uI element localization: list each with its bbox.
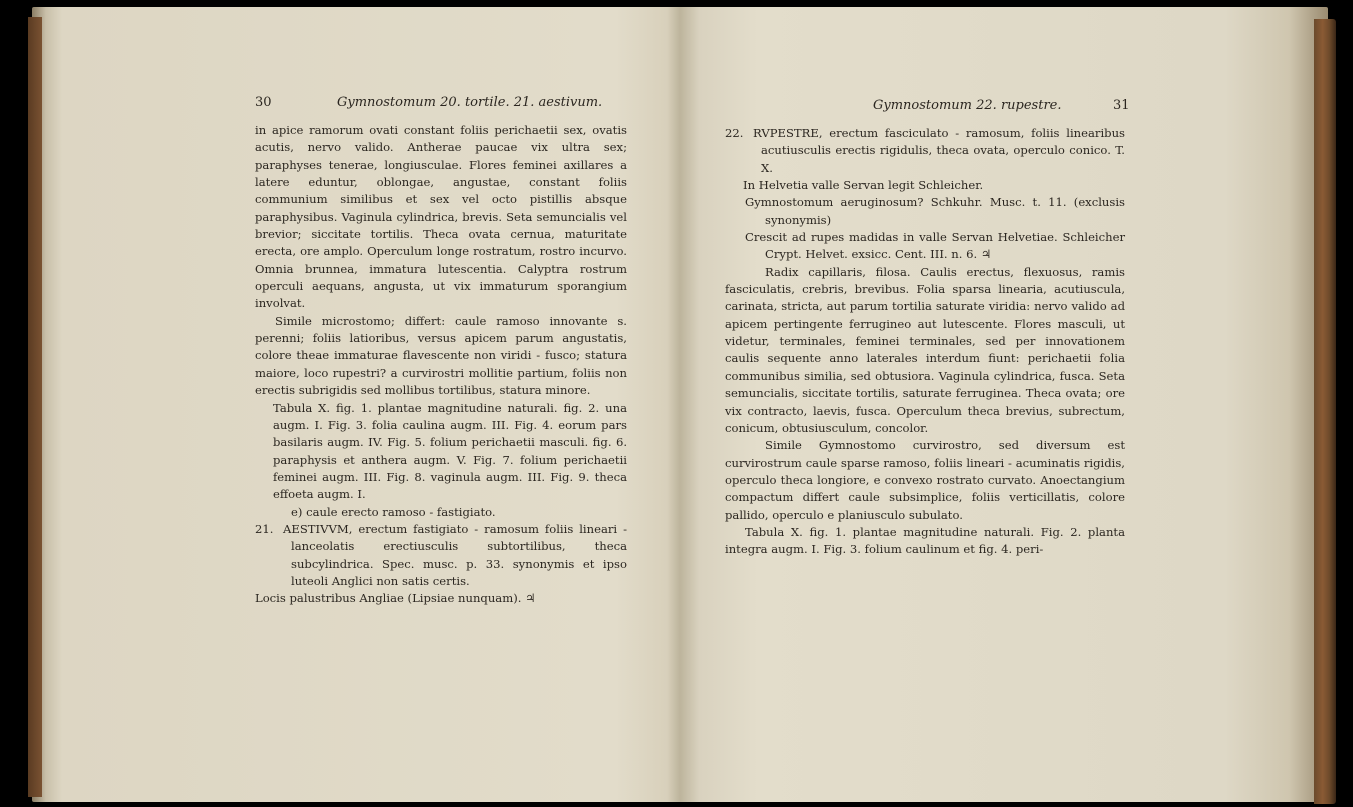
right-page-number: 31 (1113, 98, 1130, 113)
left-page-header (255, 95, 627, 115)
paragraph: e) caule erecto ramoso - fastigiato. (291, 504, 496, 519)
species-number: 22. (725, 126, 744, 140)
paragraph: Locis palustribus Angliae (Lipsiae nunquam). ♃ (255, 591, 536, 606)
paragraph: Tabula X. fig. 1. plantae magnitudine naturali. Fig. 2. planta integra augm. I. Fig. 3. folium caulinum et fig. 4. peri- (725, 524, 1125, 557)
paragraph: Simile Gymnostomo curvirostro, sed diversum est curvirostrum caule sparse ramoso, foliis lineari - acuminatis rigidis, operculo theca longiore, e convexo rostrato curvato. Anoectangium compactum differt caule subsimplice, foliis verticillatis, colore pallido, operculo e planiusculo subulato. (725, 438, 1125, 522)
paragraph: Tabula X. fig. 1. plantae magnitudine naturali. fig. 2. una augm. I. Fig. 3. folia caulina augm. III. Fig. 4. eorum pars basilaris augm. IV. Fig. 5. folium perichaetii masculi. fig. 6. paraphysis et anthera augm. V. Fig. 7. folium perichaetii feminei augm. III. Fig. 8. vaginula augm. III. Fig. 9. theca effoeta augm. I. (273, 400, 627, 502)
paragraph: Gymnostomum aeruginosum? Schkuhr. Musc. t. 11. (exclusis synonymis) (745, 195, 1125, 227)
paragraph: Crescit ad rupes madidas in valle Servan Helvetiae. Schleicher Crypt. Helvet. exsicc. Cent. III. n. 6. ♃ (745, 230, 1125, 262)
right-page-body (725, 125, 1125, 559)
paragraph: AESTIVVM, erectum fastigiato - ramosum foliis lineari - lanceolatis erectiusculis subtortilibus, theca subcylindrica. Spec. musc. p. 33. synonymis et ipso luteoli Anglici non satis certis. (283, 521, 627, 588)
left-page-body (255, 122, 627, 608)
paragraph: In Helvetia valle Servan legit Schleicher. (743, 178, 984, 193)
book-cover-left-edge (28, 17, 42, 797)
right-page (725, 98, 1130, 559)
right-page-header (725, 98, 1130, 118)
left-page-title: Gymnostomum 20. tortile. 21. aestivum. (337, 95, 603, 110)
left-page (255, 95, 627, 608)
paragraph: in apice ramorum ovati constant foliis perichaetii sex, ovatis acutis, nervo valido. Antherae paucae vix ultra sex; paraphyses tenerae, longiusculae. Flores feminei axillares a latere eduntur, oblongae, angustae, constant foliis communium similibus et sex vel octo pistillis absque paraphysibus. Vaginula cylindrica, brevis. Seta semuncialis vel brevior; siccitate tortilis. Theca ovata cernua, maturitate erecta, ore amplo. Operculum longe rostratum, rostro incurvo. Omnia brunnea, immatura lutescentia. Calyptra rostrum operculi aequans, angusta, ut vix immaturum sporangium involvat. (255, 123, 627, 311)
book-cover-right-edge (1314, 19, 1336, 804)
open-book (32, 7, 1328, 802)
paragraph: Simile microstomo; differt: caule ramoso innovante s. perenni; foliis latioribus, versus apicem parum angustatis, colore theae immaturae flavescente non viridi - fusco; statura maiore, loco rupestri? a curvirostri mollitie partium, foliis non erectis subrigidis sed mollibus tortilibus, statura minore. (255, 313, 627, 398)
species-number: 21. (255, 521, 274, 536)
right-page-title: Gymnostomum 22. rupestre. (873, 98, 1062, 113)
paragraph: Radix capillaris, filosa. Caulis erectus, flexuosus, ramis fasciculatis, crebris, brevibus. Folia sparsa linearia, acutiuscula, carinata, stricta, aut parum tortilia saturate viridia: nervo valido ad apicem pertingente ferrugineo aut lutescente. Flores masculi, ut videtur, terminales, feminei terminales, sed per innovationem caulis sequente anno laterales interdum fiunt: perichaetii folia communibus similia, sed obtusiora. Vaginula cylindrica, fusca. Seta semuncialis, siccitate tortilis, saturate ferruginea. Theca ovata; ore vix contracto, laevis, fusca. Operculum theca brevius, subrectum, conicum, obtusiusculum, concolor. (725, 264, 1125, 435)
left-page-number: 30 (255, 95, 272, 110)
paragraph: RVPESTRE, erectum fasciculato - ramosum, foliis linearibus acutiusculis erectis rigidulis, theca ovata, operculo conico. T. X. (753, 126, 1125, 175)
